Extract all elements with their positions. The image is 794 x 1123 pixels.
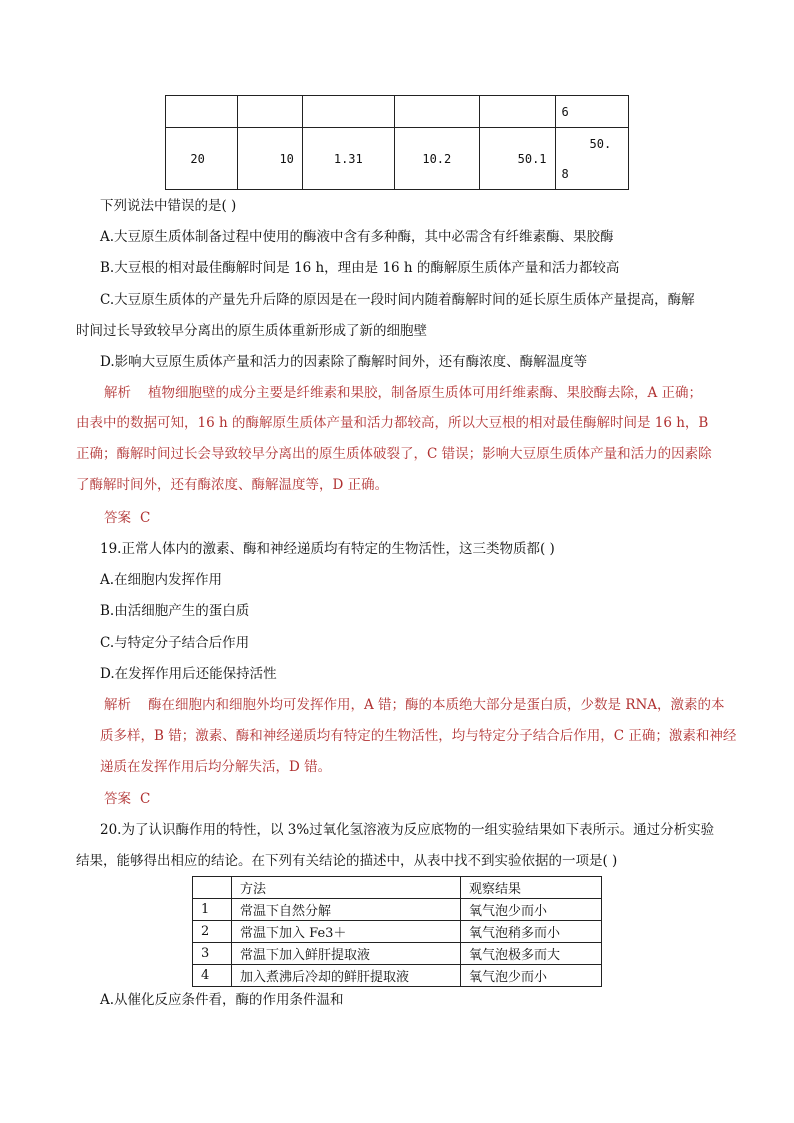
table-header: 观察结果	[461, 877, 602, 899]
option-c: C.大豆原生质体的产量先升后降的原因是在一段时间内随着酶解时间的延长原生质体产量提高，酶解	[100, 292, 695, 308]
table-cell: 3	[193, 943, 232, 965]
analysis-label: 解析	[104, 697, 131, 713]
analysis-text: 了酶解时间外，还有酶浓度、酶解温度等，D 正确。	[76, 477, 389, 493]
option-a: A.从催化反应条件看，酶的作用条件温和	[100, 992, 344, 1008]
table-header	[193, 877, 232, 899]
table-row	[193, 899, 602, 921]
answer-value: C	[140, 510, 151, 526]
data-table-top	[165, 95, 629, 190]
analysis-text: 递质在发挥作用后均分解失活，D 错。	[100, 759, 332, 775]
cell-text: 8	[561, 166, 569, 181]
option-a: A.在细胞内发挥作用	[100, 572, 223, 588]
table-cell: 常温下加入鲜肝提取液	[232, 943, 461, 965]
table-row	[193, 921, 602, 943]
option-b: B.由活细胞产生的蛋白质	[100, 603, 250, 619]
option-c: C.与特定分子结合后作用	[100, 635, 250, 651]
table-row	[193, 965, 602, 987]
table-cell: 氧气泡稍多而小	[461, 921, 602, 943]
table-cell: 氧气泡少而小	[461, 965, 602, 987]
analysis-text: 质多样，B 错；激素、酶和神经递质均有特定的生物活性，均与特定分子结合后作用，C 正确；激素和神经	[100, 728, 737, 744]
answer-value: C	[140, 791, 151, 807]
option-d: D.影响大豆原生质体产量和活力的因素除了酶解时间外，还有酶浓度、酶解温度等	[100, 354, 588, 370]
option-c-cont: 时间过长导致较早分离出的原生质体重新形成了新的细胞壁	[76, 323, 427, 339]
table-cell	[166, 96, 238, 128]
table-cell: 6	[555, 96, 628, 128]
table-cell: 氧气泡极多而大	[461, 943, 602, 965]
question-prompt: 19.正常人体内的激素、酶和神经递质均有特定的生物活性，这三类物质都( )	[100, 541, 555, 557]
table-cell: 加入煮沸后冷却的鲜肝提取液	[232, 965, 461, 987]
table-cell: 50.1	[479, 128, 555, 190]
analysis-text: 正确；酶解时间过长会导致较早分离出的原生质体破裂了，C 错误；影响大豆原生质体产量和活力的因素除	[76, 446, 712, 462]
table-header: 方法	[232, 877, 461, 899]
table-cell: 常温下自然分解	[232, 899, 461, 921]
option-b: B.大豆根的相对最佳酶解时间是 16 h，理由是 16 h 的酶解原生质体产量和活力都较高	[100, 260, 620, 276]
table-cell	[394, 96, 479, 128]
answer-label: 答案	[104, 791, 131, 807]
option-a: A.大豆原生质体制备过程中使用的酶液中含有多种酶，其中必需含有纤维素酶、果胶酶	[100, 229, 614, 245]
experiment-table	[192, 876, 602, 987]
table-cell: 10.2	[394, 128, 479, 190]
table-cell: 1	[193, 899, 232, 921]
table-cell: 常温下加入 Fe3＋	[232, 921, 461, 943]
analysis-text: 由表中的数据可知，16 h 的酶解原生质体产量和活力都较高，所以大豆根的相对最佳酶解时间是 16 h，B	[76, 415, 709, 431]
table-cell: 20	[166, 128, 238, 190]
question-prompt: 20.为了认识酶作用的特性，以 3%过氧化氢溶液为反应底物的一组实验结果如下表所示。通过分析实验	[100, 822, 715, 838]
table-cell: 氧气泡少而小	[461, 899, 602, 921]
option-d: D.在发挥作用后还能保持活性	[100, 666, 277, 682]
table-cell: 4	[193, 965, 232, 987]
table-cell	[555, 128, 628, 190]
question-prompt: 下列说法中错误的是( )	[100, 198, 237, 214]
table-cell: 1.31	[302, 128, 394, 190]
table-cell	[238, 96, 303, 128]
table-cell: 2	[193, 921, 232, 943]
cell-text: 50.	[589, 136, 612, 151]
question-prompt-cont: 结果，能够得出相应的结论。在下列有关结论的描述中，从表中找不到实验依据的一项是( )	[76, 853, 618, 869]
table-row	[193, 943, 602, 965]
table-cell	[302, 96, 394, 128]
analysis-text: 酶在细胞内和细胞外均可发挥作用，A 错；酶的本质绝大部分是蛋白质，少数是 RNA，激素的本	[148, 697, 725, 713]
analysis-text: 植物细胞壁的成分主要是纤维素和果胶，制备原生质体可用纤维素酶、果胶酶去除，A 正确；	[148, 385, 703, 401]
answer-label: 答案	[104, 510, 131, 526]
table-cell	[479, 96, 555, 128]
table-cell: 10	[238, 128, 303, 190]
analysis-label: 解析	[104, 385, 131, 401]
